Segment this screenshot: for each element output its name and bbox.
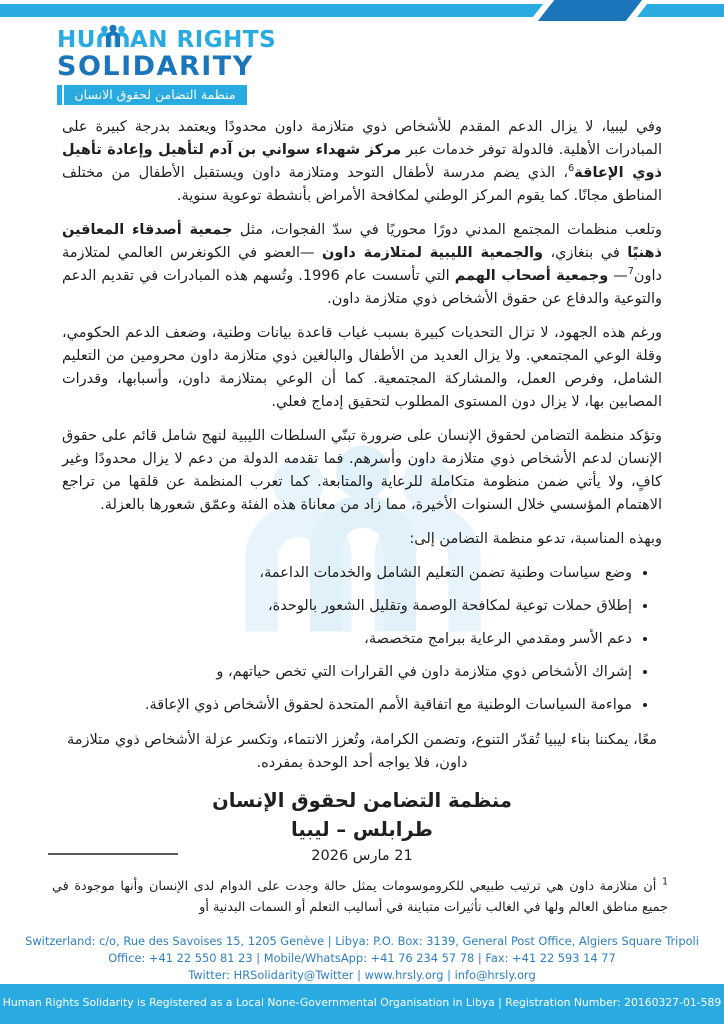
- top-decorative-bar: [0, 4, 724, 17]
- call-to-action-intro: وبهذه المناسبة، تدعو منظمة التضامن إلى:: [409, 531, 662, 547]
- footnote-text: أن متلازمة داون هي ترتيب طبيعي للكروموسومات يمثل حالة وجدت على الدوام لدى الإنسان وأنها موجودة في جميع مناطق العالم ولها في الغالب تأثيرات متباينة في أساليب التعلم أو السمات البدنية أو: [52, 879, 668, 915]
- list-item: • دعم الأسر ومقدمي الرعاية ببرامج متخصصة،: [62, 628, 632, 651]
- registration-text: Human Rights Solidarity is Registered as a Local None-Governmental Organisation in Libya | Registration Number: 20160327-01-589: [2, 996, 722, 1009]
- footer-address-line: Switzerland: c/o, Rue des Savoises 15, 1205 Genève | Libya: P.O. Box: 3139, General Post Office, Algiers Square Tripoli: [25, 934, 699, 948]
- paragraph-hrs-position: وتؤكد منظمة التضامن لحقوق الإنسان على ضرورة تبنّي السلطات الليبية لنهج شامل قائم على حقوق الإنسان لدعم الأشخاص ذوي متلازمة داون وأسرهم. فما تقدمه الدولة من دعم لا يزال محدودًا وغير كافٍ، ولا يأتي ضمن منظومة متكاملة للرعاية والمتابعة. كما تعرب المنظمة عن قلقها من تراجع الاهتمام المؤسسي خلال السنوات الأخيرة، مما زاد من معاناة هذه الفئة وعمّق شعورها بالعزلة.: [62, 428, 662, 513]
- logo-arabic-banner: منظمة التضامن لحقوق الانسان: [57, 85, 247, 105]
- call-to-action-list: [62, 562, 662, 717]
- list-item: • إطلاق حملات توعية لمكافحة الوصمة وتقليل الشعور بالوحدة،: [62, 595, 632, 618]
- logo-wordmark-human-rights: [57, 24, 276, 52]
- signature-org-name: منظمة التضامن لحقوق الإنسان: [212, 789, 512, 812]
- document-body: [62, 116, 662, 864]
- logo-wordmark-solidarity: SOLIDARITY: [57, 51, 254, 82]
- human-figures-icon: [97, 24, 129, 53]
- logo-text-hu: HU: [57, 27, 96, 53]
- footnote-separator: [48, 853, 178, 855]
- paragraph-support-in-libya: وفي ليبيا، لا يزال الدعم المقدم للأشخاص ذوي متلازمة داون محدودًا ويعتمد بدرجة كبيرة على المبادرات الأهلية. فالدولة توفر خدمات عبر مركز شهداء سواني بن آدم لتأهيل وإعادة تأهيل ذوي الإعاقة$^6$، الذي يضم مدرسة لأطفال التوحد ومتلازمة داون ويستقبل الأطفال من مختلف المناطق مجانًا. كما يقوم المركز الوطني لمكافحة الأمراض بأنشطة توعوية سنوية.: [62, 119, 662, 204]
- letterhead-footer: [20, 933, 704, 984]
- footnote-number: 1: [661, 876, 668, 888]
- footer-web-line: Twitter: HRSolidarity@Twitter | www.hrsly.org | info@hrsly.org: [188, 968, 536, 982]
- list-item: • إشراك الأشخاص ذوي متلازمة داون في القرارات التي تخص حياتهم، و: [62, 661, 632, 684]
- paragraph-civil-society: وتلعب منظمات المجتمع المدني دورًا محوريًا في سدّ الفجوات، مثل جمعية أصدقاء المعاقين ذهنيًا في بنغازي، والجمعية الليبية لمتلازمة داون —العضو في الكونغرس العالمي لمتلازمة داون$^7$— وجمعية أصحاب الهمم التي تأسست عام 1996. وتُسهم هذه المبادرات في تقديم الدعم والتوعية والدفاع عن حقوق الأشخاص ذوي متلازمة داون.: [62, 222, 662, 307]
- list-item: • مواءمة السياسات الوطنية مع اتفاقية الأمم المتحدة لحقوق الأشخاص ذوي الإعاقة.: [62, 694, 632, 717]
- logo-text-an-rights: AN RIGHTS: [129, 27, 277, 53]
- registration-bar: [0, 984, 724, 1024]
- signature-date: 21 مارس 2026: [311, 848, 413, 864]
- footer-phone-line: Office: +41 22 550 81 23 | Mobile/WhatsApp: +41 76 234 57 78 | Fax: +41 22 593 14 77: [108, 951, 616, 965]
- closing-paragraph: معًا، يمكننا بناء ليبيا تُقدّر التنوع، وتضمن الكرامة، وتُعزز الانتماء، وتكسر عزلة الأشخاص ذوي متلازمة داون، فلا يواجه أحد الوحدة بمفرده.: [66, 732, 658, 771]
- signature-city: طرابلس – ليبيا: [291, 818, 433, 841]
- signature-block: [62, 786, 662, 868]
- paragraph-challenges: ورغم هذه الجهود، لا تزال التحديات كبيرة بسبب غياب قاعدة بيانات وطنية، وضعف الدعم الحكومي، وقلة الوعي المجتمعي. ولا يزال العديد من الأطفال والبالغين ذوي متلازمة داون محرومين من التعليم الشامل، وفرص العمل، والمشاركة المجتمعية. كما أن الوعي بمتلازمة داون، وأسبابها، وقدرات المصابين بها، لا يزال دون المستوى المطلوب لتحقيق إدماج فعلي.: [62, 325, 662, 410]
- footnote: [52, 876, 668, 918]
- org-logo: [57, 24, 276, 105]
- list-item: • وضع سياسات وطنية تضمن التعليم الشامل والخدمات الداعمة،: [62, 562, 632, 585]
